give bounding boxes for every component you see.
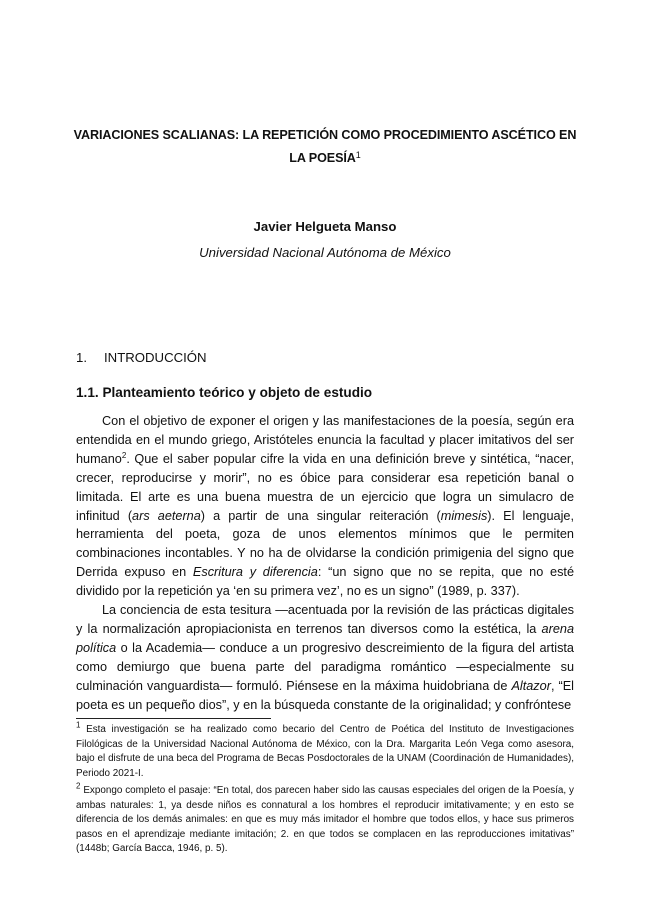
footnote-number: 2 [76,781,81,791]
section-heading [76,350,207,365]
footnote-mark: 2 [121,450,127,460]
text-run: Con el objetivo de exponer el origen y las manifestaciones de la poesía, según era entendida en el mundo griego, Aristóteles enuncia la facultad y placer imitativos del ser humano [76,414,574,466]
footnote-number: 1 [76,720,81,730]
text-run: : “un signo que no se repita, que no esté dividido por la repetición ya ‘en su primera vez’, no es un signo” (1989, p. 337). [76,565,574,599]
text-run: . Que el saber popular cifre la vida en una definición breve y sintética, “nacer, crecer, reproducirse y morir”, no es óbice para considerar esa repetición banal o limitada. El arte es una buena muestra de un ejercicio que logra un simulacro de infinitud ( [76,451,574,523]
section-number: 1. [76,350,87,365]
footnote [76,781,574,857]
title-footnote-mark: 1 [355,150,361,160]
paragraph [76,412,574,601]
body-text [76,412,574,715]
footnote [76,720,574,781]
footnote-text [76,720,574,781]
paper-title [70,124,580,170]
book-title: Escritura y diferencia [192,565,318,580]
author-name: Javier Helgueta Manso [253,219,397,234]
italic-term: mimesis [440,508,488,523]
paragraph [76,601,574,714]
text-run: ). El lenguaje, herramienta del poeta, goza de unos elementos mínimos que le permiten combinaciones incontables. Y no ha de olvidarse la condición primigenia del signo que Derrida expuso en [76,508,574,580]
author-affiliation: Universidad Nacional Autónoma de México [199,245,451,260]
footnote-body: Expongo completo el pasaje: “En total, dos parecen haber sido las causas especiales del origen de la Poesía, y ambas naturales: 1, ya desde niños es connatural a los hombres el reproducir imitativamente; y en esto se diferencia de los demás animales: en que es muy más imitador el hombre que todos ellos, y hace sus primeros pasos en el aprendizaje mediante imitación; 2. en que todos se complacen en las reproducciones imitativas” (1448b; García Bacca, 1946, p. 5). [76,785,574,855]
text-run: o la Academia— conduce a un progresivo descreimiento de la figura del artista como demiurgo que buena parte del paradigma romántico —especialmente su culminación vanguardista— formuló. Piénsese en la máxima huidobriana de [76,640,574,693]
text-run: ) a partir de una singular reiteración ( [200,508,441,523]
section-title: INTRODUCCIÓN [104,350,207,365]
footnote-body: Esta investigación se ha realizado como becario del Centro de Poética del Instituto de Investigaciones Filológicas de la Universidad Nacional Autónoma de México, con la Dra. Margarita León Vega como asesora, bajo el disfrute de una beca del Programa de Becas Posdoctorales de la UNAM (Coordinación de Humanidades), Periodo 2021-I. [76,724,574,779]
footnote-divider [76,718,271,719]
footnote-text [76,781,574,857]
italic-term: ars aeterna [132,508,201,523]
subsection-heading: 1.1. Planteamiento teórico y objeto de estudio [76,385,373,400]
text-run: La conciencia de esta tesitura —acentuada por la revisión de las prácticas digitales y la normalización apropiacionista en terrenos tan diversos como la estética, la [76,603,574,636]
text-run: , “El poeta es un pequeño dios”, y en la búsqueda constante de la originalidad; y confróntese [76,678,574,712]
italic-term: arena política [76,621,574,655]
book-title: Altazor [511,678,551,693]
title-text: VARIACIONES SCALIANAS: LA REPETICIÓN COMO PROCEDIMIENTO ASCÉTICO EN LA POESÍA [73,128,577,165]
